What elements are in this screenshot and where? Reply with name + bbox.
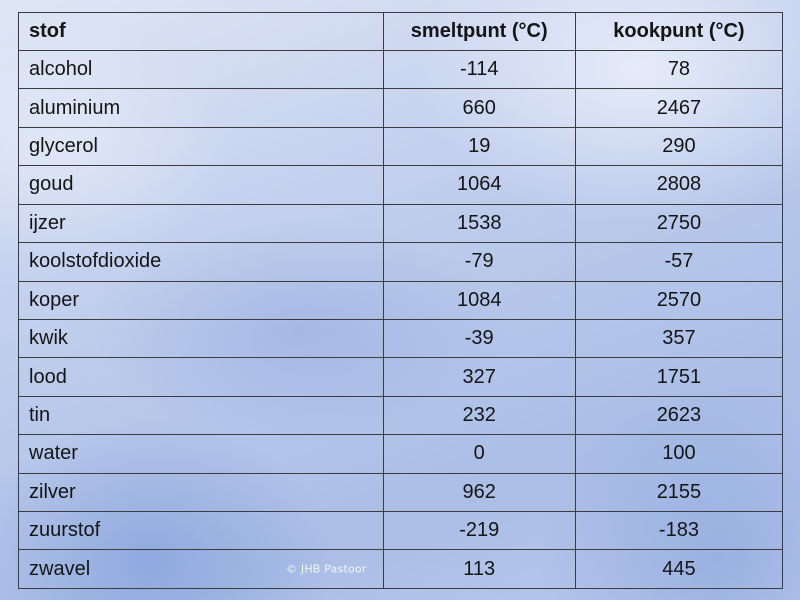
- boiling-point-value: 445: [575, 550, 782, 589]
- table-row: [19, 127, 783, 165]
- boiling-point-value: -183: [575, 512, 782, 550]
- melting-point-value: -219: [383, 512, 575, 550]
- table-row: [19, 51, 783, 89]
- boiling-point-value: 2467: [575, 89, 782, 127]
- melting-boiling-point-table: [18, 12, 783, 589]
- table-row: [19, 550, 783, 589]
- table-row: [19, 358, 783, 396]
- substance-name: goud: [19, 166, 384, 204]
- boiling-point-value: 78: [575, 51, 782, 89]
- melting-point-value: 962: [383, 473, 575, 511]
- table-header-row: [19, 13, 783, 51]
- boiling-point-value: 1751: [575, 358, 782, 396]
- copyright-watermark: © JHB Pastoor: [286, 562, 367, 576]
- boiling-point-value: -57: [575, 243, 782, 281]
- header-melting-point: smeltpunt (°C): [383, 13, 575, 51]
- table-row: [19, 435, 783, 473]
- melting-point-value: 1064: [383, 166, 575, 204]
- substance-name: koper: [19, 281, 384, 319]
- boiling-point-value: 2623: [575, 396, 782, 434]
- table-row: [19, 396, 783, 434]
- substance-name: kwik: [19, 319, 384, 357]
- boiling-point-value: 2750: [575, 204, 782, 242]
- table-row: [19, 243, 783, 281]
- boiling-point-value: 357: [575, 319, 782, 357]
- substance-name: zwavel: [29, 557, 91, 580]
- boiling-point-value: 100: [575, 435, 782, 473]
- table-row: [19, 89, 783, 127]
- substance-name: koolstofdioxide: [19, 243, 384, 281]
- boiling-point-value: 2155: [575, 473, 782, 511]
- melting-point-value: 113: [383, 550, 575, 589]
- substance-name: lood: [19, 358, 384, 396]
- substance-name-cell: [19, 550, 384, 589]
- melting-point-value: 19: [383, 127, 575, 165]
- substance-name: alcohol: [19, 51, 384, 89]
- table-row: [19, 319, 783, 357]
- melting-point-value: -79: [383, 243, 575, 281]
- header-substance: stof: [19, 13, 384, 51]
- substance-name: zuurstof: [19, 512, 384, 550]
- substance-name: glycerol: [19, 127, 384, 165]
- melting-point-value: -39: [383, 319, 575, 357]
- melting-point-value: 327: [383, 358, 575, 396]
- substance-name: water: [19, 435, 384, 473]
- melting-point-value: 1538: [383, 204, 575, 242]
- table-row: [19, 512, 783, 550]
- substance-table-container: [18, 12, 783, 589]
- boiling-point-value: 2808: [575, 166, 782, 204]
- table-row: [19, 166, 783, 204]
- substance-name: aluminium: [19, 89, 384, 127]
- melting-point-value: 660: [383, 89, 575, 127]
- boiling-point-value: 290: [575, 127, 782, 165]
- substance-name: ijzer: [19, 204, 384, 242]
- melting-point-value: -114: [383, 51, 575, 89]
- table-row: [19, 281, 783, 319]
- melting-point-value: 1084: [383, 281, 575, 319]
- boiling-point-value: 2570: [575, 281, 782, 319]
- melting-point-value: 0: [383, 435, 575, 473]
- table-row: [19, 204, 783, 242]
- header-boiling-point: kookpunt (°C): [575, 13, 782, 51]
- table-row: [19, 473, 783, 511]
- substance-name: zilver: [19, 473, 384, 511]
- substance-name: tin: [19, 396, 384, 434]
- melting-point-value: 232: [383, 396, 575, 434]
